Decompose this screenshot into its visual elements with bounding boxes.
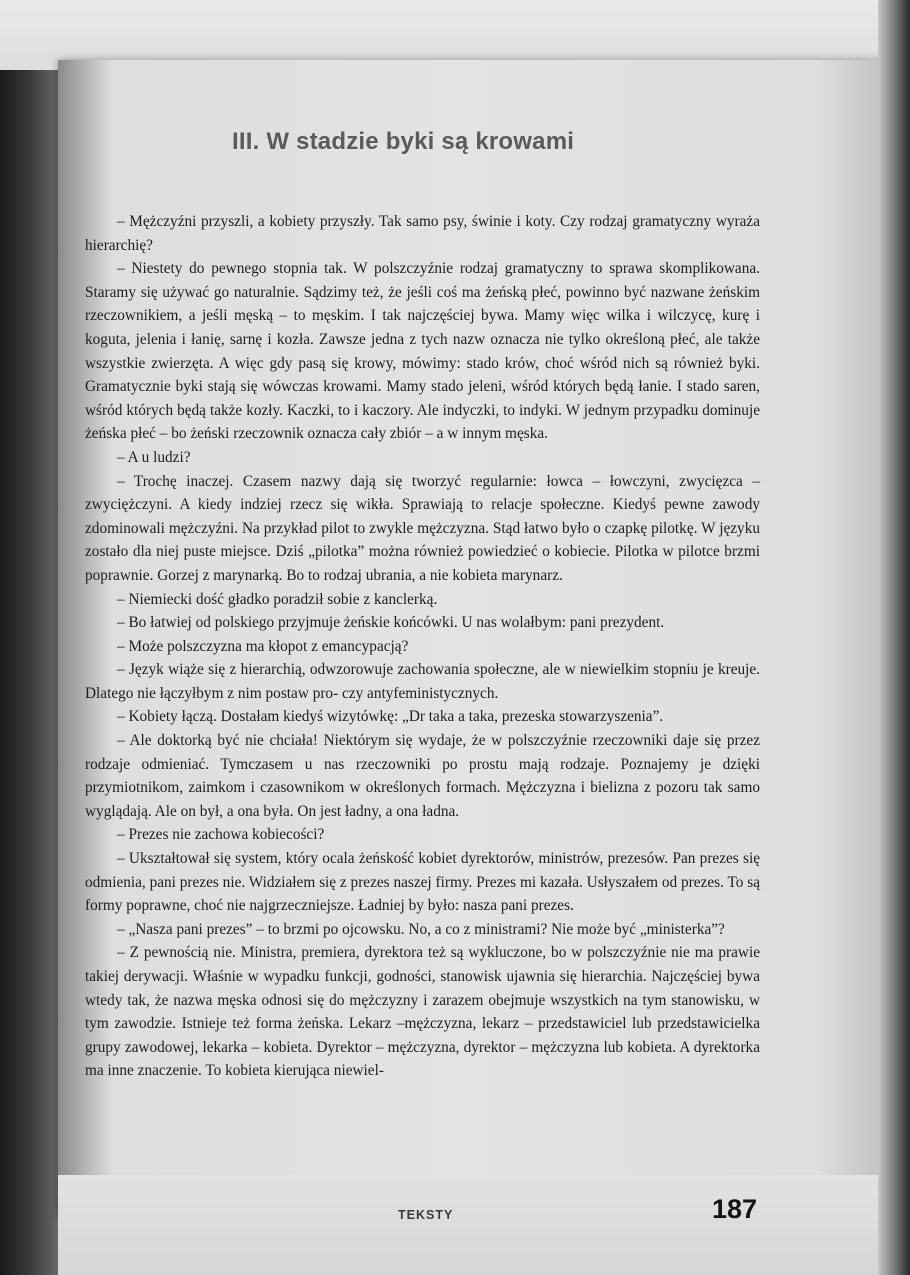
section-label: TEKSTY bbox=[398, 1208, 454, 1222]
body-text bbox=[85, 210, 760, 1083]
paragraph: – Trochę inaczej. Czasem nazwy dają się tworzyć regularnie: łowca – łowczyni, zwycięzca – zwyciężczyni. A kiedy indziej rzecz się wikła. Sprawiają to relacje społeczne. Kiedyś pewne zawody zdominowali mężczyźni. Na przykład pilot to zwykle mężczyzna. Stąd łatwo było o czapkę pilotkę. W języku zostało dla niej puste miejsce. Dziś „pilotka” można również powiedzieć o kobiecie. Pilotka w pilotce brzmi poprawnie. Gorzej z marynarką. Bo to rodzaj ubrania, a nie kobieta marynarz. bbox=[85, 472, 760, 584]
paragraph: – Niestety do pewnego stopnia tak. W polszczyźnie rodzaj gramatyczny to sprawa skomplikowana. Staramy się używać go naturalnie. Sądzimy też, że jeśli coś ma żeńską płeć, powinno być nazwane żeńskim rzeczownikiem, a jeśli męską – to męskim. I tak najczęściej bywa. Mamy więc wilka i wilczycę, kurę i koguta, jelenia i łanię, sarnę i kozła. Zawsze jedna z tych nazw oznacza nie tylko określoną płeć, ale także wszystkie zwierzęta. A więc gdy pasą się krowy, mówimy: stado krów, choć wśród nich są również byki. Gramatycznie byki stają się wówczas krowami. Mamy stado jeleni, wśród których będą łanie. I stado saren, wśród których będą także kozły. Kaczki, to i kaczory. Ale indyczki, to indyki. W jednym przypadku dominuje żeńska płeć – bo żeński rzeczownik oznacza cały zbiór – a w innym męska. bbox=[85, 260, 760, 443]
paragraph: – Z pewnością nie. Ministra, premiera, dyrektora też są wykluczone, bo w polszczyźnie nie ma prawie takiej derywacji. Właśnie w wypadku funkcji, godności, stanowisk ujawnia się hierarchia. Najczęściej bywa wtedy tak, że nazwa męska odnosi się do mężczyzny i zarazem obejmuje wszystkich na tym stanowisku, w tym zawodzie. Istnieje też forma żeńska. Lekarz –mężczyzna, lekarz – przedstawiciel lub przedstawicielka grupy zawodowej, lekarka – kobieta. Dyrektor – mężczyzna, dyrektor – mężczyzna lub kobieta. A dyrektorka ma inne znaczenie. To kobieta kierująca niewiel- bbox=[85, 944, 760, 1080]
paragraph: – Ukształtował się system, który ocala żeńskość kobiet dyrektorów, ministrów, prezesów. Pan prezes się odmienia, pani prezes nie. Widziałem się z prezes naszej firmy. Prezes mi kazała. Usłyszałem od prezes. To są formy poprawne, choć nie najgrzeczniejsze. Ładniej by było: nasza pani prezes. bbox=[85, 850, 760, 915]
paragraph: – A u ludzi? bbox=[117, 448, 191, 466]
paragraph: – „Nasza pani prezes” – to brzmi po ojcowsku. No, a co z ministrami? Nie może być „ministerka”? bbox=[117, 920, 725, 938]
paragraph: – Ale doktorką być nie chciała! Niektórym się wydaje, że w polszczyźnie rzeczowniki daje się przez rodzaje odmieniać. Tymczasem u nas rzeczowniki po prostu mają rodzaje. Poznajemy je dzięki przymiotnikom, zaimkom i czasownikom w określonych formach. Mężczyzna i bielizna z pozoru tak samo wyglądają. Ale on był, a ona była. On jest ładny, a ona ładna. bbox=[85, 732, 760, 820]
paragraph: – Kobiety łączą. Dostałam kiedyś wizytówkę: „Dr taka a taka, prezeska stowarzyszenia”. bbox=[117, 708, 664, 726]
paragraph: – Język wiąże się z hierarchią, odwzorowuje zachowania społeczne, ale w niewielkim stopniu je kreuje. Dlatego nie łączyłbym z nim postaw pro- czy antyfeministycznych. bbox=[85, 661, 760, 702]
chapter-title: III. W stadzie byki są krowami bbox=[232, 128, 575, 155]
paragraph: – Prezes nie zachowa kobiecości? bbox=[117, 826, 325, 844]
paragraph: – Mężczyźni przyszli, a kobiety przyszły. Tak samo psy, świnie i koty. Czy rodzaj gramatyczny wyraża hierarchię? bbox=[85, 213, 760, 254]
book-edge bbox=[878, 0, 910, 1275]
page-number: 187 bbox=[712, 1194, 758, 1224]
paragraph: – Niemiecki dość gładko poradził sobie z kanclerką. bbox=[117, 590, 438, 608]
paragraph: – Może polszczyzna ma kłopot z emancypacją? bbox=[117, 637, 409, 655]
page-bottom-margin bbox=[58, 1175, 890, 1275]
paragraph: – Bo łatwiej od polskiego przyjmuje żeńskie końcówki. U nas wolałbym: pani prezydent. bbox=[117, 614, 665, 632]
